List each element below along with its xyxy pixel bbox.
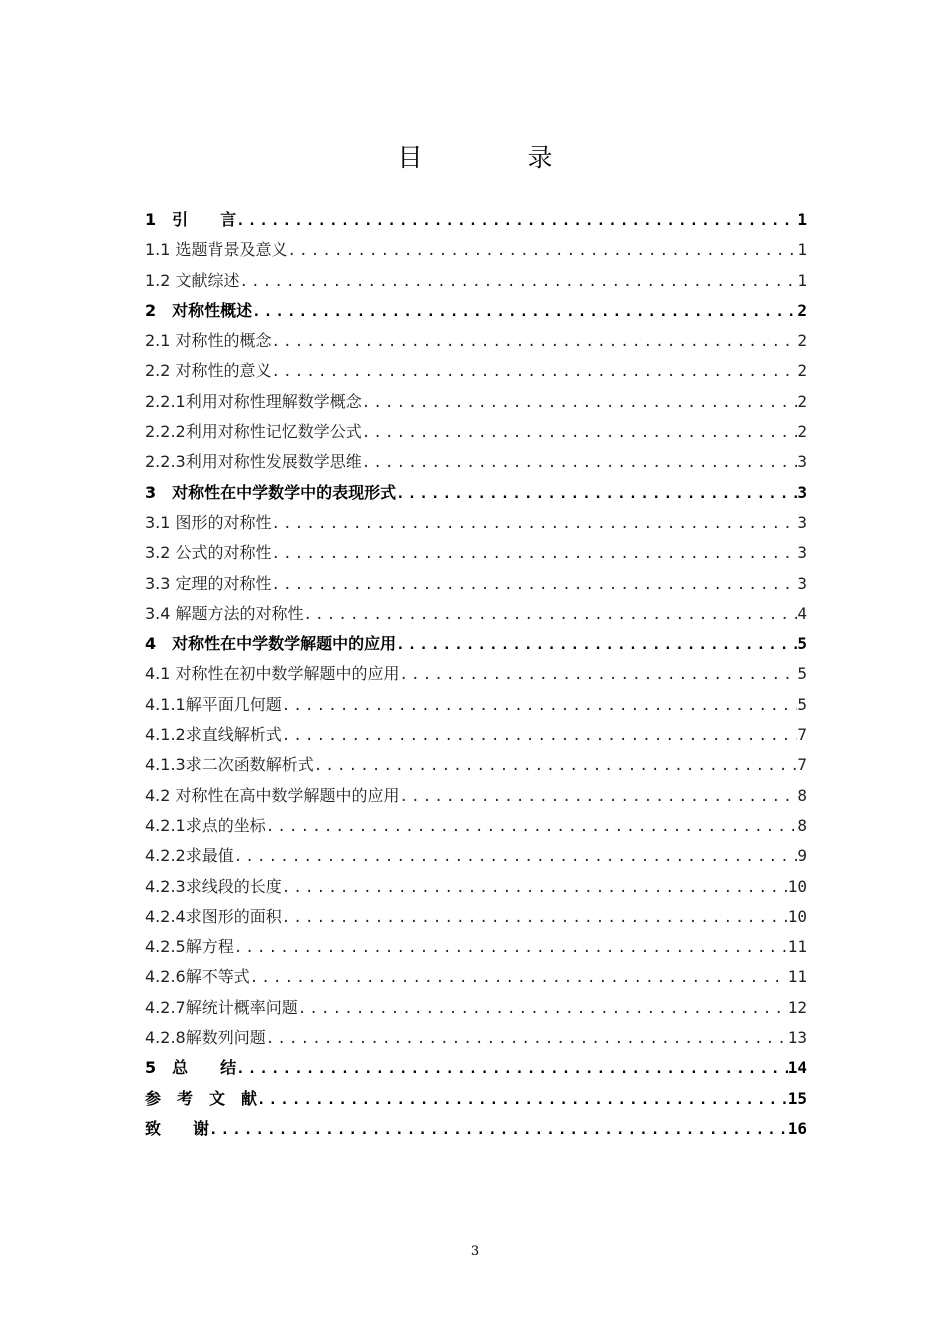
toc-entry-label: 2 对称性概述	[145, 300, 253, 320]
toc-entry-page: 5	[797, 694, 807, 714]
toc-entry-page: 10	[787, 876, 807, 896]
toc-dot-leader	[252, 297, 797, 327]
toc-entry-page: 8	[797, 785, 807, 805]
toc-entry[interactable]	[145, 750, 807, 780]
toc-entry[interactable]	[145, 1053, 807, 1083]
toc-dot-leader	[272, 327, 798, 357]
toc-entry-label: 致 谢	[145, 1118, 210, 1138]
toc-entry-label: 4.2.2求最值	[145, 846, 234, 866]
toc-entry-page: 7	[797, 755, 807, 775]
toc-entry-page: 13	[787, 1028, 807, 1048]
toc-dot-leader	[240, 267, 798, 297]
toc-entry-page: 2	[797, 391, 807, 411]
toc-entry-label: 4.2.8解数列问题	[145, 1028, 266, 1048]
toc-dot-leader	[314, 751, 798, 781]
toc-entry-label: 4.2.4求图形的面积	[145, 906, 282, 926]
toc-dot-leader	[272, 539, 798, 569]
toc-entry[interactable]	[145, 1023, 807, 1053]
toc-dot-leader	[396, 630, 797, 660]
toc-entry-label: 4.1.2求直线解析式	[145, 725, 282, 745]
toc-entry-label: 3.4 解题方法的对称性	[145, 603, 304, 623]
toc-entry-page: 8	[797, 815, 807, 835]
toc-dot-leader	[400, 660, 798, 690]
toc-entry[interactable]	[145, 326, 807, 356]
toc-entry[interactable]	[145, 932, 807, 962]
toc-entry-label: 2.1 对称性的概念	[145, 331, 272, 351]
toc-entry-page: 5	[797, 634, 807, 654]
toc-entry[interactable]	[145, 205, 807, 235]
toc-entry[interactable]	[145, 569, 807, 599]
toc-entry-page: 11	[787, 937, 807, 957]
toc-entry-page: 3	[797, 482, 807, 502]
toc-entry[interactable]	[145, 478, 807, 508]
toc-entry-page: 5	[797, 664, 807, 684]
page-title: 目 录	[397, 143, 593, 172]
toc-entry[interactable]	[145, 356, 807, 386]
toc-entry-label: 4.2.3求线段的长度	[145, 876, 282, 896]
toc-entry-page: 3	[797, 452, 807, 472]
toc-dot-leader	[282, 903, 788, 933]
toc-entry-page: 10	[787, 906, 807, 926]
toc-entry[interactable]	[145, 1114, 807, 1144]
toc-entry-page: 1	[797, 270, 807, 290]
toc-entry[interactable]	[145, 266, 807, 296]
toc-entry[interactable]	[145, 993, 807, 1023]
toc-entry-page: 2	[797, 331, 807, 351]
toc-entry-label: 4.1.1解平面几何题	[145, 694, 282, 714]
toc-entry-label: 4.2 对称性在高中数学解题中的应用	[145, 785, 400, 805]
toc-dot-leader	[234, 933, 788, 963]
toc-entry-label: 4 对称性在中学数学解题中的应用	[145, 634, 397, 654]
toc-entry-page: 7	[797, 725, 807, 745]
toc-entry-label: 1 引 言	[145, 210, 237, 229]
toc-entry-label: 4.2.6解不等式	[145, 967, 250, 987]
toc-entry-page: 14	[787, 1058, 807, 1078]
toc-entry[interactable]	[145, 902, 807, 932]
toc-entry-label: 3 对称性在中学数学中的表现形式	[145, 482, 397, 502]
toc-entry[interactable]	[145, 1084, 807, 1114]
toc-dot-leader	[209, 1115, 788, 1145]
toc-dot-leader	[272, 357, 798, 387]
toc-entry-label: 3.3 定理的对称性	[145, 573, 272, 593]
toc-entry[interactable]	[145, 781, 807, 811]
toc-entry-label: 4.1 对称性在初中数学解题中的应用	[145, 664, 400, 684]
toc-entry[interactable]	[145, 659, 807, 689]
toc-entry-page: 2	[797, 361, 807, 381]
toc-entry[interactable]	[145, 720, 807, 750]
toc-entry-label: 2.2.3利用对称性发展数学思维	[145, 452, 362, 472]
toc-entry[interactable]	[145, 417, 807, 447]
toc-entry-page: 3	[797, 512, 807, 532]
toc-entry-label: 2.2 对称性的意义	[145, 361, 272, 381]
toc-dot-leader	[282, 691, 798, 721]
toc-entry-page: 3	[797, 543, 807, 563]
toc-entry-label: 1.1 选题背景及意义	[145, 240, 288, 260]
toc-entry-label: 4.2.7解统计概率问题	[145, 997, 298, 1017]
table-of-contents	[145, 205, 807, 1144]
toc-dot-leader	[282, 721, 798, 751]
toc-entry-page: 1	[797, 240, 807, 260]
toc-dot-leader	[362, 388, 798, 418]
toc-entry-label: 4.1.3求二次函数解析式	[145, 755, 314, 775]
toc-dot-leader	[272, 509, 798, 539]
toc-entry-label: 4.2.5解方程	[145, 937, 234, 957]
toc-dot-leader	[272, 570, 798, 600]
toc-entry-page: 9	[797, 846, 807, 866]
toc-entry-label: 1.2 文献综述	[145, 270, 240, 290]
toc-entry[interactable]	[145, 447, 807, 477]
toc-entry-page: 2	[797, 422, 807, 442]
toc-dot-leader	[298, 994, 788, 1024]
toc-entry-label: 2.2.2利用对称性记忆数学公式	[145, 422, 362, 442]
toc-dot-leader	[250, 963, 788, 993]
page-number: 3	[470, 1244, 480, 1259]
toc-dot-leader	[257, 1085, 788, 1115]
toc-entry[interactable]	[145, 962, 807, 992]
toc-dot-leader	[282, 873, 788, 903]
toc-dot-leader	[234, 842, 798, 872]
toc-dot-leader	[236, 1054, 788, 1084]
toc-entry-page: 2	[797, 300, 807, 320]
toc-dot-leader	[288, 236, 798, 266]
toc-entry-label: 5 总 结	[145, 1058, 237, 1078]
toc-dot-leader	[266, 1024, 788, 1054]
toc-entry[interactable]	[145, 508, 807, 538]
toc-entry[interactable]	[145, 235, 807, 265]
toc-entry[interactable]	[145, 387, 807, 417]
toc-entry-page: 15	[787, 1088, 807, 1108]
toc-entry[interactable]	[145, 538, 807, 568]
toc-dot-leader	[362, 448, 798, 478]
toc-dot-leader	[236, 206, 797, 236]
toc-dot-leader	[400, 782, 798, 812]
toc-dot-leader	[304, 600, 798, 630]
toc-entry-label: 3.2 公式的对称性	[145, 543, 272, 563]
toc-entry-page: 3	[797, 573, 807, 593]
toc-entry[interactable]	[145, 811, 807, 841]
toc-entry[interactable]	[145, 296, 807, 326]
toc-entry-page: 12	[787, 997, 807, 1017]
toc-entry-page: 16	[787, 1118, 807, 1138]
toc-dot-leader	[362, 418, 798, 448]
toc-dot-leader	[266, 812, 798, 842]
toc-entry-page: 4	[797, 603, 807, 623]
toc-entry[interactable]	[145, 690, 807, 720]
toc-entry-page: 11	[787, 967, 807, 987]
toc-entry-page: 1	[797, 210, 807, 229]
toc-entry-label: 2.2.1利用对称性理解数学概念	[145, 391, 362, 411]
toc-entry-label: 3.1 图形的对称性	[145, 512, 272, 532]
toc-entry-label: 参 考 文 献	[145, 1088, 258, 1108]
toc-entry[interactable]	[145, 872, 807, 902]
toc-entry[interactable]	[145, 841, 807, 871]
toc-entry[interactable]	[145, 599, 807, 629]
toc-entry-label: 4.2.1求点的坐标	[145, 815, 266, 835]
toc-entry[interactable]	[145, 629, 807, 659]
toc-dot-leader	[396, 479, 797, 509]
